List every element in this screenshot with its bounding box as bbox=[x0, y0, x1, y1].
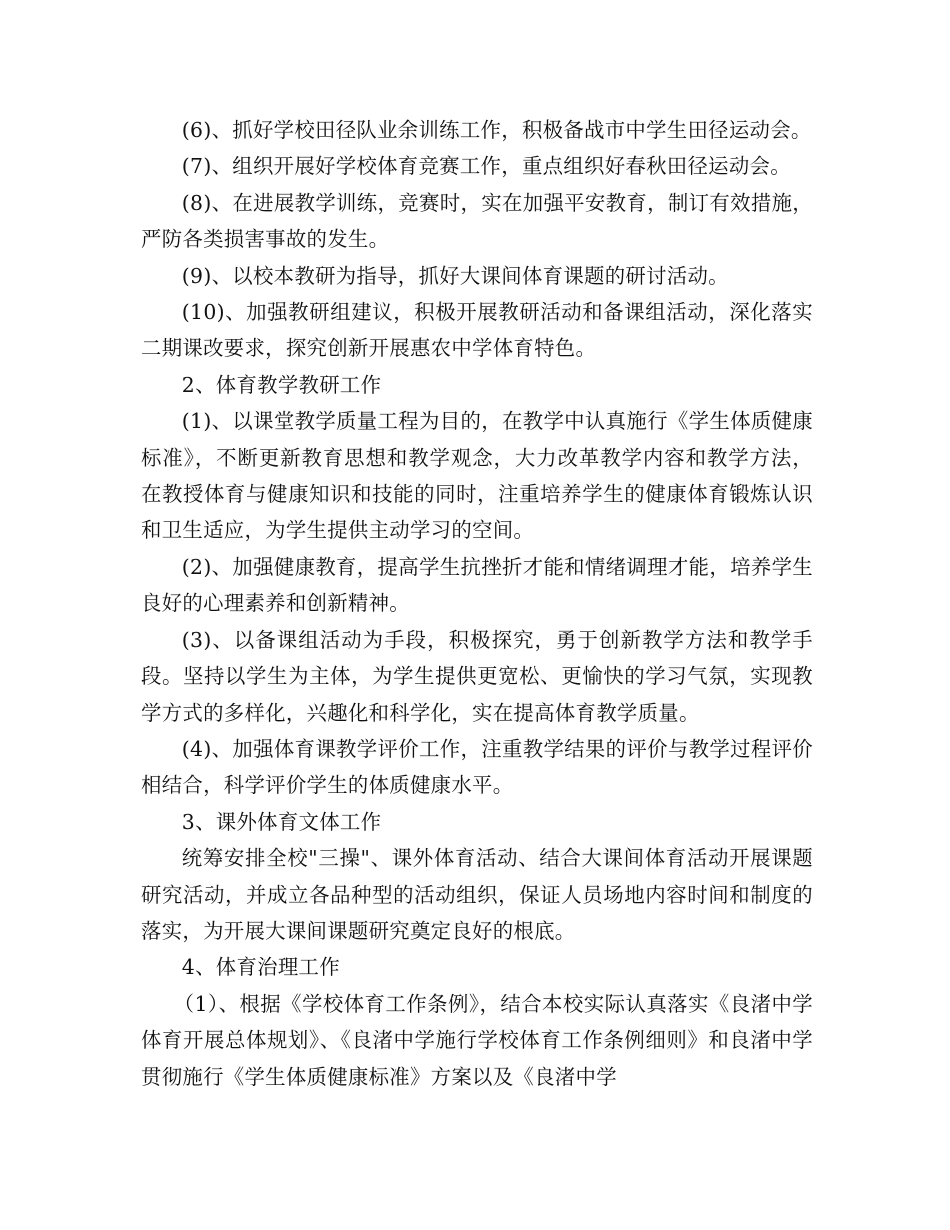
paragraph-item-6: (6)、抓好学校田径队业余训练工作，积极备战市中学生田径运动会。 bbox=[181, 118, 812, 142]
section-heading-extracurricular: 3、课外体育文体工作 bbox=[181, 809, 382, 834]
paragraph-item-7: (7)、组织开展好学校体育竞赛工作，重点组织好春秋田径运动会。 bbox=[181, 154, 791, 179]
paragraph-teaching-2: (2)、加强健康教育，提高学生抗挫折才能和情绪调理才能，培养学生良好的心理素养和创新精神。 bbox=[141, 554, 813, 616]
paragraph-item-9: (9)、以校本教研为指导，抓好大课间体育课题的研讨活动。 bbox=[181, 263, 729, 288]
paragraph-management-1: （1）、根据《学校体育工作条例》，结合本校实际认真落实《良渚中学体育开展总体规划》、《良渚中学施行学校体育工作条例细则》和良渚中学贯彻施行《学生体质健康标准》方案以及《良渚中学 bbox=[141, 991, 813, 1089]
paragraph-teaching-1: (1)、以课堂教学质量工程为目的，在教学中认真施行《学生体质健康标准》，不断更新教育思想和教学观念，大力改革教学内容和教学方法，在教授体育与健康知识和技能的同时，注重培养学生的健康体育锻炼认识和卫生适应，为学生提供主动学习的空间。 bbox=[141, 409, 813, 543]
paragraph-teaching-3: (3)、以备课组活动为手段，积极探究，勇于创新教学方法和教学手段。坚持以学生为主体，为学生提供更宽松、更愉快的学习气氛，实现教学方式的多样化，兴趣化和科学化，实在提高体育教学质量。 bbox=[141, 627, 813, 725]
section-heading-teaching-research: 2、体育教学教研工作 bbox=[181, 372, 382, 397]
document-page bbox=[141, 112, 813, 1095]
paragraph-item-10: (10)、加强教研组建议，积极开展教研活动和备课组活动，深化落实二期课改要求，探究创新开展惠农中学体育特色。 bbox=[141, 300, 813, 361]
paragraph-extracurricular: 统筹安排全校"三操"、课外体育活动、结合大课间体育活动开展课题研究活动，并成立各品种型的活动组织，保证人员场地内容时间和制度的落实，为开展大课间课题研究奠定良好的根底。 bbox=[141, 846, 813, 943]
paragraph-teaching-4: (4)、加强体育课教学评价工作，注重教学结果的评价与教学过程评价相结合，科学评价学生的体质健康水平。 bbox=[141, 736, 813, 798]
section-heading-management: 4、体育治理工作 bbox=[181, 955, 340, 980]
paragraph-item-8: (8)、在进展教学训练，竞赛时，实在加强平安教育，制订有效措施，严防各类损害事故的发生。 bbox=[141, 190, 813, 252]
